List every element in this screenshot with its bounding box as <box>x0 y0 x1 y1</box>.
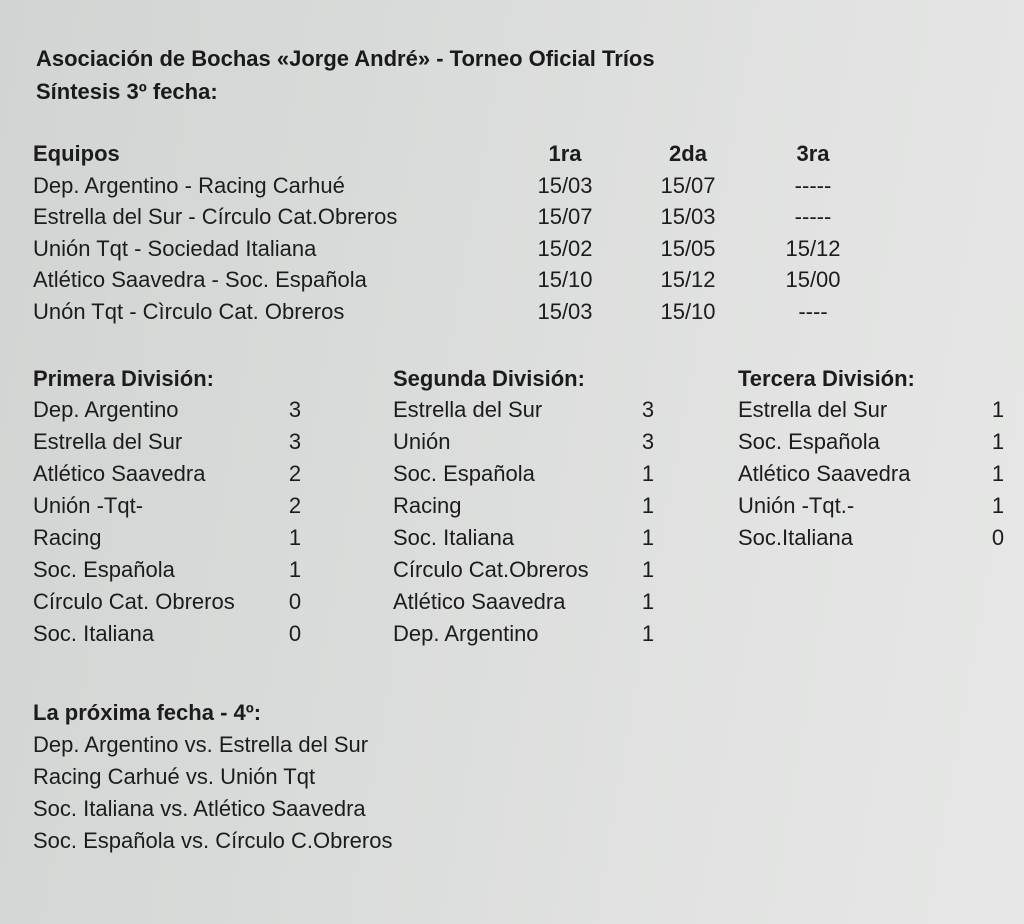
results-game2: 15/05 <box>660 235 716 261</box>
team-name: Soc. Italiana <box>393 525 515 550</box>
results-game2: 15/07 <box>660 172 716 198</box>
team-name: Estrella del Sur <box>738 397 888 422</box>
team-points: 2 <box>288 461 302 486</box>
division-title: Tercera División: <box>738 366 915 391</box>
next-round-match: Dep. Argentino vs. Estrella del Sur <box>33 732 369 757</box>
results-header-game2: 2da <box>669 141 707 166</box>
results-game1: 15/02 <box>537 235 593 261</box>
team-name: Atlético Saavedra <box>33 461 206 486</box>
standings-row <box>33 394 302 426</box>
results-game1: 15/07 <box>537 204 593 229</box>
team-name: Soc. Italiana <box>33 621 155 646</box>
team-name: Estrella del Sur <box>393 397 543 422</box>
team-points: 3 <box>288 429 302 454</box>
next-round-match: Racing Carhué vs. Unión Tqt <box>33 764 316 789</box>
results-teams: Atlético Saavedra - Soc. Española <box>33 267 367 292</box>
team-points: 1 <box>641 525 655 550</box>
next-round-title: La próxima fecha - 4º: <box>33 700 262 725</box>
results-game3: 15/12 <box>785 235 841 261</box>
next-round-section <box>33 697 392 857</box>
standings-row <box>393 586 655 618</box>
team-points: 3 <box>641 397 655 422</box>
standings-row <box>33 618 302 650</box>
results-game3: ----- <box>794 204 832 229</box>
team-points: 1 <box>641 493 655 518</box>
standings-row <box>33 522 302 554</box>
division-title: Primera División: <box>33 366 214 391</box>
team-points: 3 <box>288 397 302 422</box>
standings-row <box>738 458 1005 490</box>
standings-row <box>738 394 1005 426</box>
team-points: 1 <box>641 461 655 486</box>
document-title: Asociación de Bochas «Jorge André» - Torneo Oficial Tríos <box>36 46 655 71</box>
team-points: 1 <box>991 429 1005 454</box>
team-name: Soc. Española <box>738 429 880 454</box>
standings-row <box>393 618 655 650</box>
standings-row <box>33 426 302 458</box>
standings-row <box>393 522 655 554</box>
team-name: Estrella del Sur <box>33 429 183 454</box>
standings-row <box>393 394 655 426</box>
team-name: Soc. Española <box>33 557 175 582</box>
results-header-teams: Equipos <box>33 141 120 166</box>
document-header <box>36 42 655 108</box>
team-name: Racing <box>33 525 102 550</box>
team-points: 0 <box>288 621 302 646</box>
standings-row <box>393 490 655 522</box>
team-name: Dep. Argentino <box>33 397 179 422</box>
team-name: Círculo Cat. Obreros <box>33 589 235 614</box>
team-points: 1 <box>641 557 655 582</box>
results-game3: ----- <box>794 172 832 198</box>
results-teams: Estrella del Sur - Círculo Cat.Obreros <box>33 204 398 229</box>
team-points: 1 <box>991 397 1005 422</box>
standings-row <box>33 554 302 586</box>
standings-row <box>393 426 655 458</box>
standings-primera-division <box>33 363 302 650</box>
standings-row <box>393 554 655 586</box>
standings-row <box>33 490 302 522</box>
team-name: Atlético Saavedra <box>738 461 911 486</box>
results-game2: 15/03 <box>660 204 716 229</box>
team-name: Soc.Italiana <box>738 525 853 550</box>
team-points: 1 <box>288 557 302 582</box>
team-points: 1 <box>641 621 655 646</box>
results-game1: 15/03 <box>537 298 593 324</box>
team-name: Soc. Española <box>393 461 535 486</box>
team-points: 1 <box>991 493 1005 518</box>
team-name: Círculo Cat.Obreros <box>393 557 589 582</box>
standings-row <box>393 458 655 490</box>
team-name: Unión <box>393 429 451 454</box>
team-name: Unión -Tqt.- <box>738 493 855 518</box>
standings-row <box>33 586 302 618</box>
standings-tercera-division <box>738 363 1005 554</box>
standings-row <box>738 522 1005 554</box>
team-points: 0 <box>288 589 302 614</box>
results-game2: 15/12 <box>660 267 716 292</box>
division-title: Segunda División: <box>393 366 585 391</box>
standings-segunda-division <box>393 363 655 650</box>
next-round-match: Soc. Española vs. Círculo C.Obreros <box>33 828 393 853</box>
results-game3: ---- <box>798 298 828 324</box>
standings-row <box>738 490 1005 522</box>
results-game1: 15/10 <box>537 267 593 292</box>
standings-row <box>33 458 302 490</box>
team-points: 3 <box>641 429 655 454</box>
document-subtitle: Síntesis 3º fecha: <box>36 79 218 104</box>
team-name: Dep. Argentino <box>393 621 539 646</box>
team-name: Atlético Saavedra <box>393 589 566 614</box>
results-teams: Unión Tqt - Sociedad Italiana <box>33 235 317 261</box>
team-points: 0 <box>991 525 1005 550</box>
results-game3: 15/00 <box>785 267 841 292</box>
next-round-match: Soc. Italiana vs. Atlético Saavedra <box>33 796 366 821</box>
results-header-game1: 1ra <box>548 141 582 166</box>
standings-row <box>738 426 1005 458</box>
results-game1: 15/03 <box>537 172 593 198</box>
team-points: 1 <box>991 461 1005 486</box>
results-teams: Unón Tqt - Cìrculo Cat. Obreros <box>33 298 345 324</box>
team-points: 1 <box>288 525 302 550</box>
team-name: Racing <box>393 493 462 518</box>
team-name: Unión -Tqt- <box>33 493 144 518</box>
results-teams: Dep. Argentino - Racing Carhué <box>33 172 345 198</box>
team-points: 1 <box>641 589 655 614</box>
team-points: 2 <box>288 493 302 518</box>
results-game2: 15/10 <box>660 298 716 324</box>
results-header-game3: 3ra <box>796 141 830 166</box>
